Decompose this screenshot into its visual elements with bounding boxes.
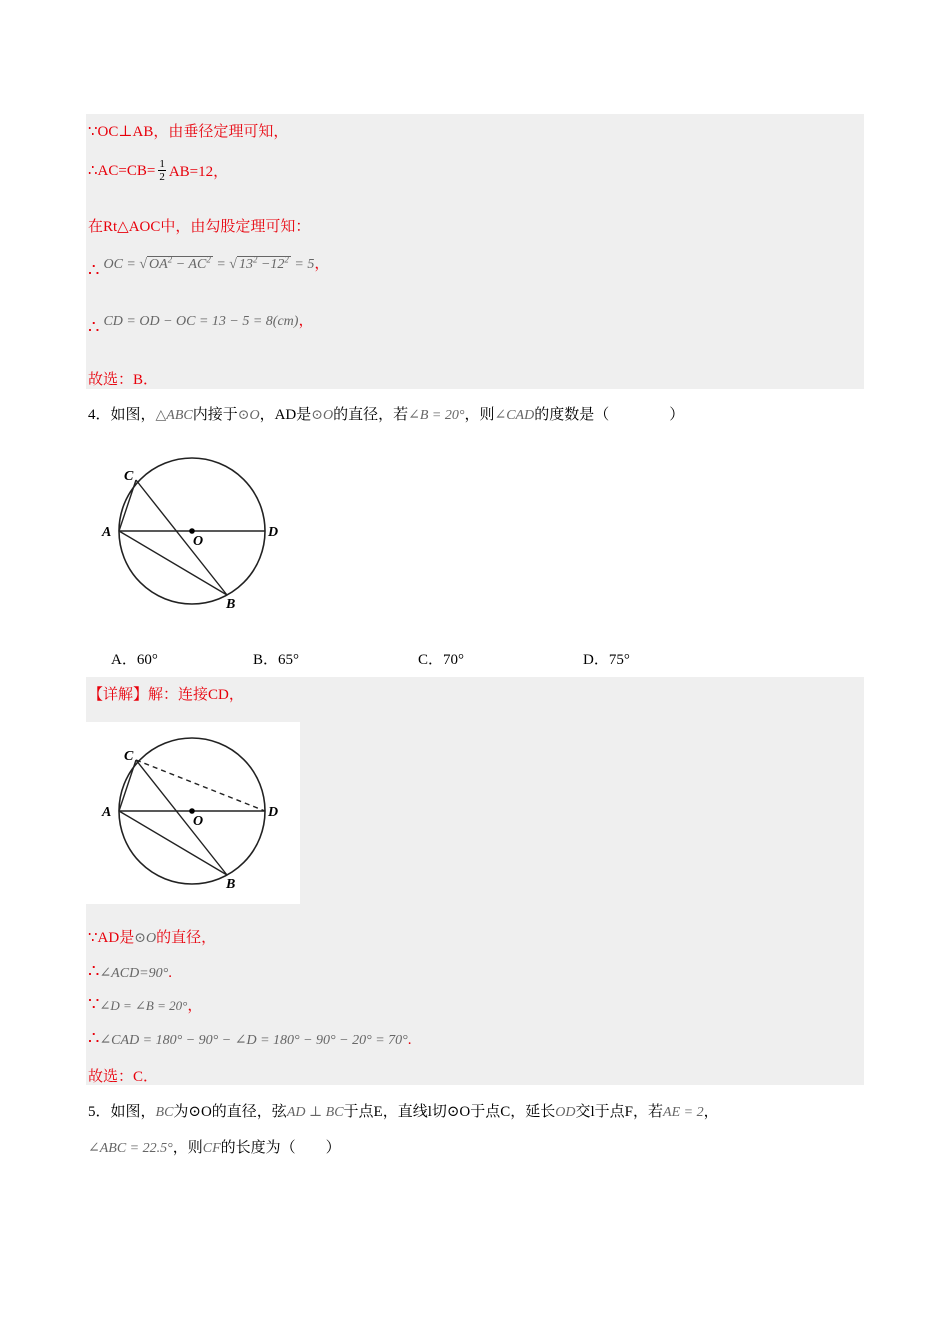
q4-option-a[interactable]: A．60° — [111, 652, 158, 668]
sol3-frac-num: 1 — [159, 158, 165, 170]
q5-t5: ，则 — [172, 1140, 203, 1156]
q5-t1: 为⊙O的直径，弦 — [173, 1104, 287, 1120]
sol3-line4-math: OC = √ $OA^2 - AC^2$ = √ $13^2 -12^2 = 5$ — [103, 254, 315, 272]
fig1-label-a: A — [102, 525, 112, 540]
sol3-oa-exp: 2 — [167, 254, 173, 265]
figure-circle-2 — [96, 728, 296, 898]
q4-circle1: ⊙O — [237, 408, 260, 423]
q4-t3: 的直径，若 — [333, 407, 409, 423]
sol4-line1 — [88, 926, 216, 947]
sol4-line4 — [88, 1028, 412, 1049]
question-4 — [88, 403, 684, 424]
sol3-oa: OA — [149, 257, 168, 272]
sol4-line1-b: 的直径， — [156, 930, 217, 946]
fig2-side-ab — [119, 811, 227, 875]
sol3-eq: = — [212, 257, 230, 272]
sol4-line2-therefore: ∴ — [88, 961, 100, 981]
sol3-oc-lhs: OC = — [103, 257, 140, 272]
fig2-label-c: C — [124, 749, 134, 764]
fig1-side-ab — [119, 531, 227, 595]
fig2-label-o: O — [193, 814, 204, 829]
sol4-line2-math: ∠ACD=90° — [99, 966, 169, 981]
sol3-end: = 5 — [290, 257, 315, 272]
sol3-line4-comma: ， — [314, 256, 330, 272]
fig1-center-dot — [189, 528, 195, 534]
sol4-intro: 【详解】解：连接CD， — [88, 687, 244, 703]
sol4-line2 — [88, 961, 172, 982]
sol3-line5-comma: ， — [298, 313, 314, 329]
sol4-line3-math: ∠D = ∠B = 20° — [99, 998, 188, 1013]
sol4-line2-end: . — [168, 965, 172, 981]
fig1-label-d: D — [268, 525, 279, 540]
q4-option-c[interactable]: C．70° — [418, 652, 465, 668]
q4-triangle: △ABC — [155, 408, 193, 423]
sol4-line1-circle: ⊙O — [134, 931, 157, 946]
figure-circle-1 — [96, 448, 296, 618]
fig2-side-ac — [119, 760, 136, 811]
fig1-label-o: O — [193, 534, 204, 549]
q5-t4: ， — [703, 1104, 719, 1120]
q5-angle: ∠ABC = 22.5° — [88, 1141, 173, 1156]
q4-t4: ，则 — [464, 407, 495, 423]
sol3-ac: − AC — [172, 257, 207, 272]
sol3-line5-therefore: ∴ — [88, 317, 100, 337]
q5-t3: 交l于点F，若 — [575, 1104, 664, 1120]
sol3-line2-b: AB=12， — [168, 164, 229, 180]
q5-bc: BC — [155, 1105, 174, 1120]
sol3-13: 13 — [238, 257, 253, 272]
fig1-side-ac — [119, 480, 136, 531]
fig2-label-b: B — [226, 877, 236, 892]
q4-angle-b: ∠B = 20° — [408, 408, 465, 423]
q4-t2: ，AD是 — [259, 407, 312, 423]
sol4-line1-a: ∵AD是 — [88, 930, 135, 946]
fig2-label-a: A — [102, 805, 112, 820]
q4-angle-cad: ∠CAD — [494, 408, 535, 423]
sol4-line4-end: . — [407, 1032, 412, 1048]
sol3-frac-den: 2 — [159, 171, 165, 183]
sol3-12-exp: 2 — [284, 254, 289, 265]
sol3-line4 — [88, 252, 330, 280]
sol3-ac-exp: 2 — [206, 254, 211, 265]
sol4-answer: 故选：C． — [88, 1069, 159, 1085]
sol3-sqrt2 — [237, 256, 291, 272]
sol3-fraction — [158, 158, 166, 183]
sol3-sqrt1 — [147, 256, 213, 272]
sol3-answer: 故选：B． — [88, 372, 159, 388]
fig2-center-dot — [189, 808, 195, 814]
sol3-line4-therefore: ∴ — [88, 260, 100, 280]
sol3-line5 — [88, 309, 314, 337]
sol4-line3-because: ∵ — [88, 994, 100, 1014]
q5-prefix: 5．如图， — [88, 1104, 156, 1120]
fig1-label-b: B — [226, 597, 236, 612]
q5-ae: AE = 2 — [663, 1105, 704, 1120]
question-5-line2 — [88, 1136, 341, 1157]
sol3-line2-a: ∴AC=CB= — [88, 163, 156, 179]
fig1-label-c: C — [124, 469, 134, 484]
q5-od: OD — [555, 1105, 576, 1120]
sol3-line3: 在Rt△AOC中，由勾股定理可知： — [88, 219, 311, 235]
fig2-label-d: D — [268, 805, 279, 820]
sol3-12: −12 — [257, 257, 285, 272]
q5-perp: AD ⊥ BC — [286, 1105, 344, 1120]
q4-circle2: ⊙O — [311, 408, 334, 423]
sol4-line3-end: ， — [187, 998, 203, 1014]
sol3-line2 — [88, 158, 228, 183]
sol4-line4-math: ∠CAD = 180° − 90° − ∠D = 180° − 90° − 20° = 70° — [99, 1033, 408, 1048]
q4-t5: 的度数是（ ） — [534, 407, 685, 423]
q4-option-d[interactable]: D．75° — [583, 652, 630, 668]
question-5-line1 — [88, 1100, 719, 1121]
q5-t2: 于点E，直线l切⊙O于点C，延长 — [343, 1104, 556, 1120]
q4-option-b[interactable]: B．65° — [253, 652, 300, 668]
q4-t1: 内接于 — [192, 407, 238, 423]
sol3-line1: ∵OC⊥AB，由垂径定理可知， — [88, 124, 289, 140]
q4-prefix: 4．如图， — [88, 407, 156, 423]
sol3-13-exp: 2 — [252, 254, 258, 265]
sol3-line5-math: CD = OD − OC = 13 − 5 = 8(cm) — [103, 314, 299, 329]
q5-cf: CF — [202, 1141, 221, 1156]
sol4-line3 — [88, 994, 202, 1015]
fig1-side-cb — [136, 480, 227, 595]
q5-t6: 的长度为（ ） — [220, 1140, 341, 1156]
sol4-line4-therefore: ∴ — [88, 1028, 100, 1048]
